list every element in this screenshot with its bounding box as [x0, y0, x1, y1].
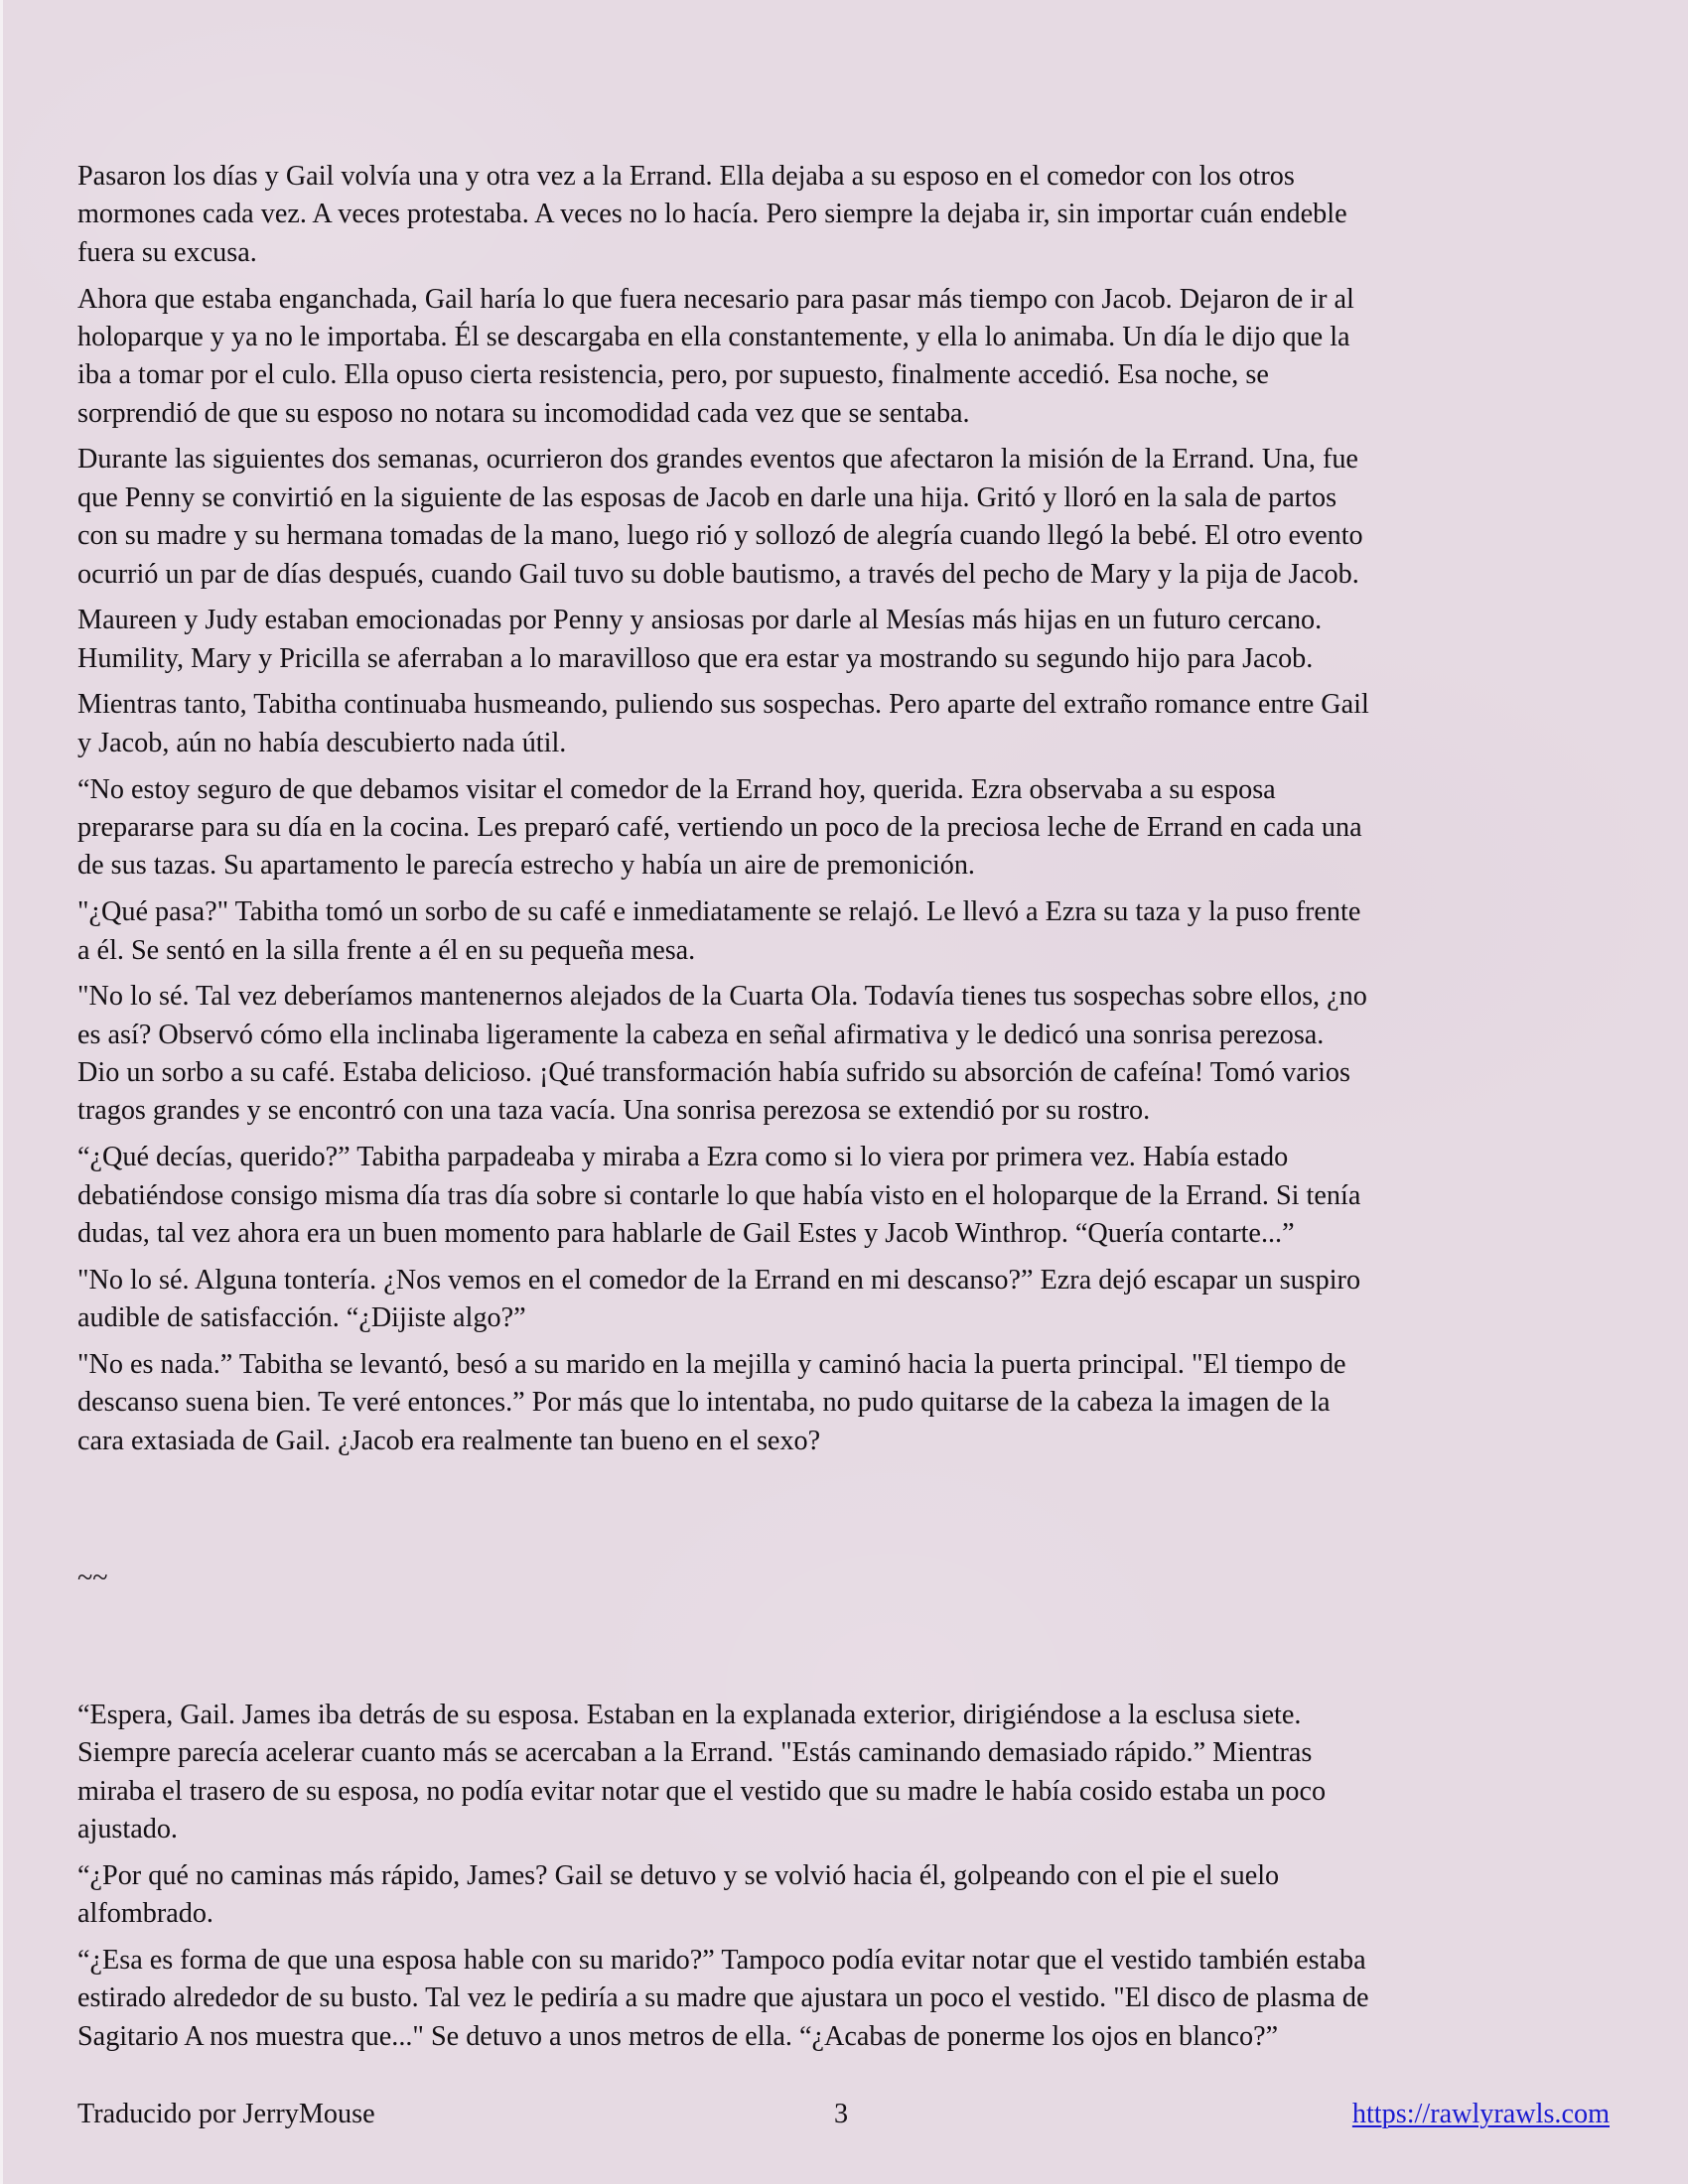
document-body-continued — [77, 1697, 1617, 2065]
paragraph: Maureen y Judy estaban emocionadas por Penny y ansiosas por darle al Mesías más hijas en un futuro cercano. Humility, Mary y Pricilla se aferraban a lo maravilloso que era estar ya mostrando su segundo hijo para Jacob. — [77, 605, 1323, 674]
paragraph: “¿Por qué no caminas más rápido, James? Gail se detuvo y se volvió hacia él, golpeando con el pie el suelo alfombrado. — [77, 1859, 1280, 1930]
paragraph: Ahora que estaba enganchada, Gail haría lo que fuera necesario para pasar más tiempo con Jacob. Dejaron de ir al holoparque y ya no le importaba. Él se descargaba en ella constantemente, y ella lo animaba. Un día le dijo que la iba a tomar por el culo. Ella opuso cierta resistencia, pero, por supuesto, finalmente accedió. Esa noche, se sorprendió de que su esposo no notara su incomodidad cada vez que se sentaba. — [77, 283, 1354, 429]
page-number: 3 — [834, 2099, 849, 2129]
paragraph: "No es nada.” Tabitha se levantó, besó a su marido en la mejilla y caminó hacia la puerta principal. "El tiempo de descanso suena bien. Te veré entonces.” Por más que lo intentaba, no pudo quitarse de la cabeza la imagen de la cara extasiada de Gail. ¿Jacob era realmente tan bueno en el sexo? — [77, 1348, 1346, 1456]
paragraph: “¿Qué decías, querido?” Tabitha parpadeaba y miraba a Ezra como si lo viera por primera vez. Había estado debatiéndose consigo misma día tras día sobre si contarle lo que había visto en el holoparque de la Errand. Si tenía dudas, tal vez ahora era un buen momento para hablarle de Gail Estes y Jacob Winthrop. “Quería contarte...” — [77, 1142, 1361, 1249]
paragraph: “¿Esa es forma de que una esposa hable con su marido?” Tampoco podía evitar notar que el vestido también estaba estirado alrededor de su busto. Tal vez le pediría a su madre que ajustara un poco el vestido. "El disco de plasma de Sagitario A nos muestra que..." Se detuvo a unos metros de ella. “¿Acabas de ponerme los ojos en blanco?” — [77, 1945, 1369, 2052]
translator-credit: Traducido por JerryMouse — [77, 2099, 375, 2129]
paragraph: Mientras tanto, Tabitha continuaba husmeando, puliendo sus sospechas. Pero aparte del extraño romance entre Gail y Jacob, aún no había descubierto nada útil. — [77, 689, 1369, 758]
paragraph: “No estoy seguro de que debamos visitar el comedor de la Errand hoy, querida. Ezra observaba a su esposa prepararse para su día en la cocina. Les preparó café, vertiendo un poco de la preciosa leche de Errand en cada una de sus tazas. Su apartamento le parecía estrecho y había un aire de premonición. — [77, 773, 1362, 882]
paragraph: “Espera, Gail. James iba detrás de su esposa. Estaban en la explanada exterior, dirigiéndose a la esclusa siete. Siempre parecía acelerar cuanto más se acercaban a la Errand. "Estás caminando demasiado rápido.” Mientras miraba el trasero de su esposa, no podía evitar notar que el vestido que su madre le había cosido estaba un poco ajustado. — [77, 1700, 1327, 1845]
paragraph: "No lo sé. Alguna tontería. ¿Nos vemos en el comedor de la Errand en mi descanso?” Ezra dejó escapar un suspiro audible de satisfacción. “¿Dijiste algo?” — [77, 1264, 1361, 1334]
paragraph: Durante las siguientes dos semanas, ocurrieron dos grandes eventos que afectaron la misión de la Errand. Una, fue que Penny se convirtió en la siguiente de las esposas de Jacob en darle una hija. Gritó y lloró en la sala de partos con su madre y su hermana tomadas de la mano, luego rió y sollozó de alegría cuando llegó la bebé. El otro evento ocurrió un par de días después, cuando Gail tuvo su doble bautismo, a través del pecho de Mary y la pija de Jacob. — [77, 444, 1363, 590]
page-footer — [77, 2096, 1610, 2135]
document-body — [77, 158, 1617, 1468]
paragraph: Pasaron los días y Gail volvía una y otra vez a la Errand. Ella dejaba a su esposo en el comedor con los otros mormones cada vez. A veces protestaba. A veces no lo hacía. Pero siempre la dejaba ir, sin importar cuán endeble fuera su excusa. — [77, 161, 1347, 268]
website-link[interactable]: https://rawlyrawls.com — [1351, 2099, 1610, 2129]
paragraph: "No lo sé. Tal vez deberíamos mantenernos alejados de la Cuarta Ola. Todavía tienes tus sospechas sobre ellos, ¿no es así? Observó cómo ella inclinaba ligeramente la cabeza en señal afirmativa y le dedicó una sonrisa perezosa. Dio un sorbo a su café. Estaba delicioso. ¡Qué transformación había sufrido su absorción de cafeína! Tomó varios tragos grandes y se encontró con una taza vacía. Una sonrisa perezosa se extendió por su rostro. — [77, 981, 1367, 1127]
page-edge — [0, 0, 3, 2184]
paragraph: "¿Qué pasa?" Tabitha tomó un sorbo de su café e inmediatamente se relajó. Le llevó a Ezra su taza y la puso frente a él. Se sentó en la silla frente a él en su pequeña mesa. — [77, 896, 1361, 966]
section-separator: ~~ — [77, 1563, 108, 1593]
